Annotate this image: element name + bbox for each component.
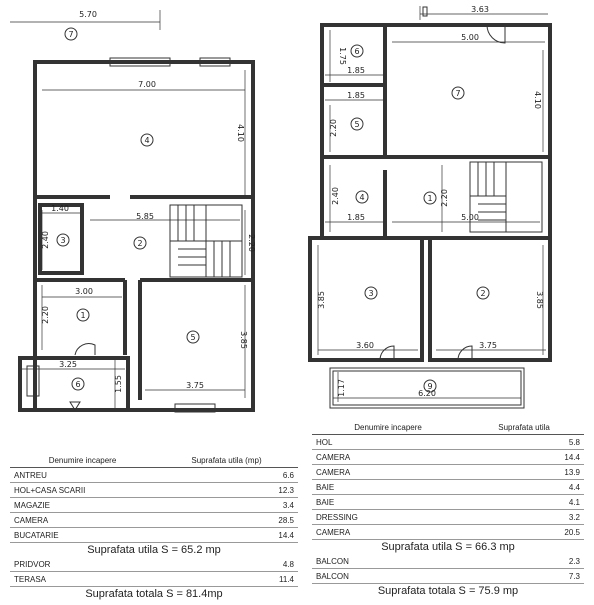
table-header-name: Denumire incapere (312, 420, 464, 435)
dim-upper-room7-height: 4.10 (533, 91, 542, 109)
row-name: CAMERA (312, 465, 464, 480)
ground-room-label-2: 2 (137, 239, 143, 248)
table-row (312, 525, 584, 540)
table-row (312, 569, 584, 584)
row-name: BAIE (312, 480, 464, 495)
row-area: 6.6 (155, 468, 298, 483)
ground-floor-area-table (10, 453, 298, 601)
dim-ground-storage-height: 2.40 (41, 231, 50, 249)
dim-ground-mid-height: 4.10 (236, 124, 245, 142)
row-area: 7.3 (464, 569, 584, 584)
row-name: MAGAZIE (10, 498, 155, 513)
ground-room-label-6: 6 (75, 380, 81, 389)
table-row (10, 498, 298, 513)
dim-upper-room5-height: 2.20 (329, 119, 338, 137)
table-header-area: Suprafata utila (mp) (155, 453, 298, 468)
table-row (10, 557, 298, 572)
row-area: 2.3 (464, 554, 584, 569)
row-name: BALCON (312, 569, 464, 584)
row-name: BAIE (312, 495, 464, 510)
row-area: 3.2 (464, 510, 584, 525)
row-name: CAMERA (312, 450, 464, 465)
upper-room-label-6: 6 (354, 47, 360, 56)
dim-upper-top-width: 3.63 (471, 5, 489, 14)
dim-upper-room2-height: 3.85 (535, 291, 544, 309)
table-row (312, 435, 584, 450)
dim-upper-room2-width: 3.75 (479, 341, 497, 350)
ground-room-label-5: 5 (190, 333, 196, 342)
dim-upper-hall-height: 2.20 (440, 189, 449, 207)
dim-upper-room3-height: 3.85 (317, 291, 326, 309)
row-area: 13.9 (464, 465, 584, 480)
dim-ground-storage-width: 1.40 (51, 204, 69, 213)
dim-ground-inner-width: 7.00 (138, 80, 156, 89)
row-name: BUCATARIE (10, 528, 155, 543)
table-row (10, 483, 298, 498)
table-row (10, 572, 298, 587)
table-row (10, 513, 298, 528)
ground-room-label-4: 4 (144, 136, 150, 145)
dim-ground-porch-width: 3.25 (59, 360, 77, 369)
table-row (312, 510, 584, 525)
dim-upper-room3-width: 3.60 (356, 341, 374, 350)
row-name: HOL (312, 435, 464, 450)
row-area: 20.5 (464, 525, 584, 540)
row-name: DRESSING (312, 510, 464, 525)
table-row (10, 468, 298, 483)
table-row (312, 465, 584, 480)
dim-ground-entry-height: 2.20 (41, 306, 50, 324)
ground-stairs (170, 205, 242, 277)
upper-room-label-9: 9 (427, 382, 433, 391)
row-area: 4.1 (464, 495, 584, 510)
ground-subtotal: Suprafata utila S = 65.2 mp (87, 544, 221, 556)
row-name: CAMERA (312, 525, 464, 540)
upper-floor-plan (310, 5, 550, 408)
dim-ground-top-width: 5.70 (79, 10, 97, 19)
table-row (312, 480, 584, 495)
dim-upper-balcony-width: 6.20 (418, 389, 436, 398)
row-area: 14.4 (155, 528, 298, 543)
row-area: 3.4 (155, 498, 298, 513)
dim-upper-balcony-height: 1.17 (337, 379, 346, 397)
dim-upper-room6-width: 1.85 (347, 66, 365, 75)
ground-room-label-7: 7 (68, 30, 74, 39)
row-area: 14.4 (464, 450, 584, 465)
upper-room-label-7: 7 (455, 89, 461, 98)
table-row (10, 528, 298, 543)
row-area: 4.4 (464, 480, 584, 495)
row-name: BALCON (312, 554, 464, 569)
upper-floor-area-table (312, 420, 584, 598)
upper-total: Suprafata totala S = 75.9 mp (377, 585, 519, 597)
dim-ground-kitchen-height: 3.85 (239, 331, 248, 349)
dim-ground-stair-height: 2.20 (247, 234, 256, 252)
dim-ground-kitchen-width: 3.75 (186, 381, 204, 390)
row-name: ANTREU (10, 468, 155, 483)
dim-ground-entry-width: 3.00 (75, 287, 93, 296)
dim-ground-hall-width: 5.85 (136, 212, 154, 221)
dim-ground-porch-height: 1.55 (114, 375, 123, 393)
upper-room-label-3: 3 (368, 289, 374, 298)
dim-upper-hall-width: 5.00 (461, 213, 479, 222)
row-area: 12.3 (155, 483, 298, 498)
row-name: TERASA (10, 572, 155, 587)
upper-room-label-5: 5 (354, 120, 360, 129)
dim-upper-room6-height: 1.75 (338, 47, 347, 65)
upper-room-label-4: 4 (359, 193, 365, 202)
table-header-name: Denumire incapere (10, 453, 155, 468)
table-row (312, 495, 584, 510)
upper-room-label-2: 2 (480, 289, 486, 298)
table-row (312, 554, 584, 569)
row-name: HOL+CASA SCARII (10, 483, 155, 498)
ground-room-label-1: 1 (80, 311, 86, 320)
upper-subtotal: Suprafata utila S = 66.3 mp (381, 541, 515, 553)
row-area: 5.8 (464, 435, 584, 450)
dim-upper-room4-width: 1.85 (347, 213, 365, 222)
row-area: 11.4 (155, 572, 298, 587)
upper-stairs (470, 162, 542, 232)
row-name: PRIDVOR (10, 557, 155, 572)
dim-upper-room7-width: 5.00 (461, 33, 479, 42)
table-row (312, 450, 584, 465)
row-name: CAMERA (10, 513, 155, 528)
ground-room-label-3: 3 (60, 236, 66, 245)
ground-floor-plan (10, 10, 256, 412)
row-area: 28.5 (155, 513, 298, 528)
row-area: 4.8 (155, 557, 298, 572)
upper-room-label-1: 1 (427, 194, 433, 203)
dim-upper-room5-width: 1.85 (347, 91, 365, 100)
table-header-area: Suprafata utila (464, 420, 584, 435)
dim-upper-room4-height: 2.40 (331, 187, 340, 205)
ground-total: Suprafata totala S = 81.4mp (85, 588, 223, 600)
